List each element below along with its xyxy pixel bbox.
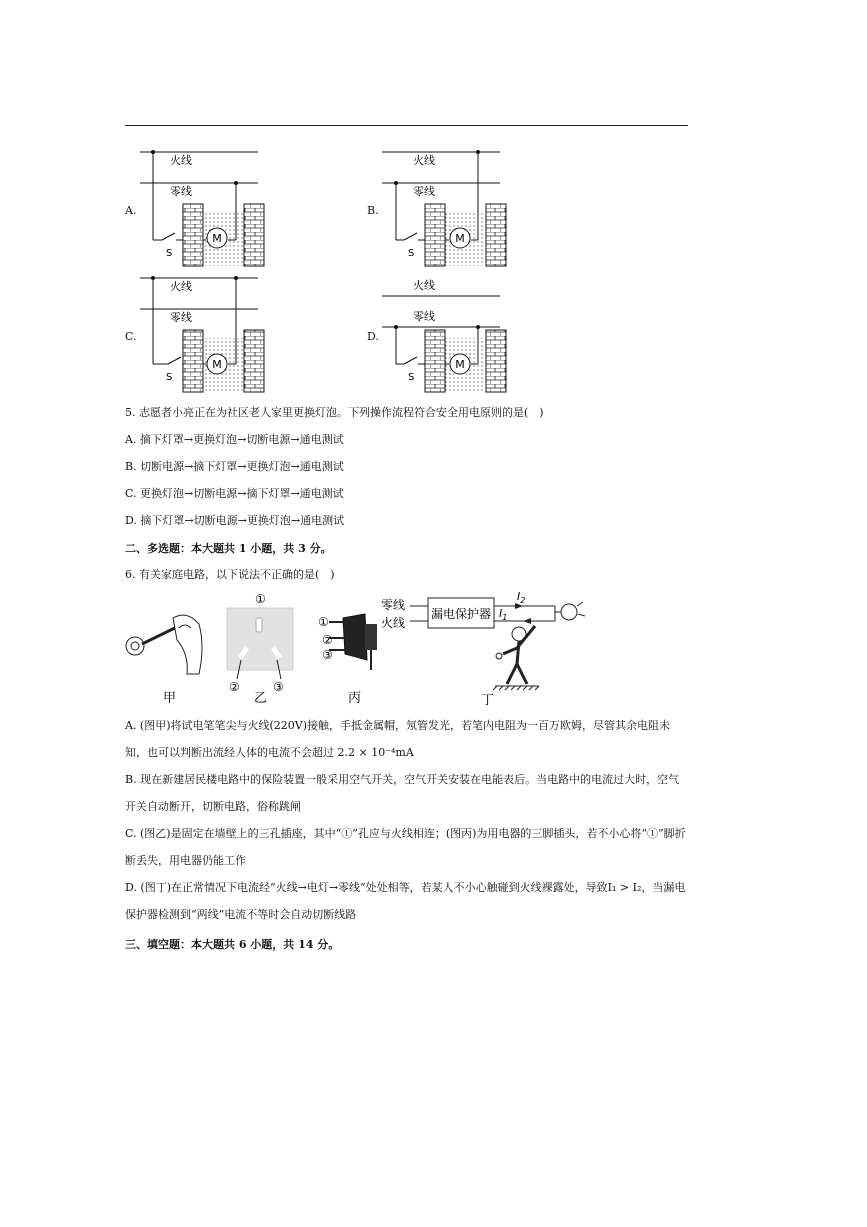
plug-mark-1: ① (318, 615, 329, 629)
switch-d-label: S (408, 372, 415, 383)
figure-yi-label: 乙 (254, 691, 268, 706)
ding-i1-sub: 1 (502, 613, 508, 622)
ding-i1-label: I (499, 607, 503, 620)
hot-wire-c-label: 火线 (170, 280, 192, 293)
q6-stem: 6. 有关家庭电路，以下说法不正确的是( ) (125, 568, 335, 581)
section-2-heading: 二、多选题：本大题共 1 小题，共 3 分。 (125, 542, 332, 555)
ding-i2-sub: 2 (520, 596, 526, 605)
socket-mark-3: ③ (273, 680, 284, 694)
option-c-label: C. (125, 330, 137, 343)
neutral-wire-d-label: 零线 (413, 310, 435, 323)
q5-option-d: D. 摘下灯罩→切断电源→更换灯泡→通电测试 (125, 514, 345, 527)
plug-mark-2: ② (322, 633, 333, 647)
option-b-label: B. (367, 204, 379, 217)
motor-a-label: M (212, 232, 222, 245)
lamp-icon (561, 604, 577, 620)
q6-option-a: A. (图甲)将试电笔笔尖与火线(220V)接触，手抵金属帽，氖管发光，若笔内电阻为一百万欧姆，尽管其余电阻未知，也可以判断出流经人体的电流不会超过 2.2 × 10⁻⁴mA (125, 719, 671, 759)
ding-neutral-label: 零线 (381, 598, 406, 612)
motor-d-label: M (455, 358, 465, 371)
q6-option-d: D. (图丁)在正常情况下电流经“火线→电灯→零线”处处相等，若某人不小心触碰到火线裸露处，导致I₁ > I₂，当漏电保护器检测到“两线”电流不等时会自动切断线路 (125, 881, 686, 921)
q6-figures (115, 588, 595, 708)
q5-option-c: C. 更换灯泡→切断电源→摘下灯罩→通电测试 (125, 487, 344, 500)
figure-jia-label: 甲 (163, 691, 177, 706)
figure-yi (227, 592, 293, 706)
option-d-label: D. (367, 330, 379, 343)
circuit-b (382, 150, 506, 266)
neutral-wire-a-label: 零线 (170, 185, 192, 198)
q6-option-c: C. (图乙)是固定在墙壁上的三孔插座，其中“①”孔应与火线相连；(图丙)为用电器的三脚插头，若不小心将“①”脚折断丢失，用电器仍能工作 (125, 827, 686, 867)
plug-mark-3: ③ (322, 648, 333, 662)
figure-jia (126, 615, 202, 706)
motor-c-label: M (212, 358, 222, 371)
switch-c-label: S (166, 372, 173, 383)
q5-stem: 5. 志愿者小亮正在为社区老人家里更换灯泡。下列操作流程符合安全用电原则的是( ) (125, 406, 544, 419)
ding-hot-label: 火线 (381, 616, 406, 630)
ding-protector-label: 漏电保护器 (430, 607, 492, 621)
option-a-label: A. (125, 204, 137, 217)
socket-mark-2: ② (229, 680, 240, 694)
circuit-diagrams (0, 0, 867, 400)
neutral-wire-b-label: 零线 (413, 185, 435, 198)
switch-b-label: S (408, 248, 415, 259)
circuit-c (140, 276, 264, 392)
figure-bing (318, 614, 377, 706)
q5-option-b: B. 切断电源→摘下灯罩→更换灯泡→通电测试 (125, 460, 344, 473)
svg-text:I2 (517, 590, 525, 605)
q6-option-b: B. 现在新建居民楼电路中的保险装置一般采用空气开关，空气开关安装在电能表后。当电路中的电流过大时，空气开关自动断开，切断电路，俗称跳闸 (125, 773, 680, 813)
socket-mark-1: ① (255, 592, 266, 606)
figure-ding (381, 590, 585, 708)
hot-wire-b-label: 火线 (413, 154, 435, 167)
q5-option-a: A. 摘下灯罩→更换灯泡→切断电源→通电测试 (125, 433, 344, 446)
section-3-heading: 三、填空题：本大题共 6 小题，共 14 分。 (125, 938, 340, 951)
circuit-d (382, 278, 506, 392)
ding-i2-label: I (517, 590, 521, 603)
figure-bing-label: 丙 (348, 691, 362, 706)
circuit-a (140, 150, 264, 266)
switch-a-label: S (166, 248, 173, 259)
svg-text:I1 (499, 607, 507, 622)
hot-wire-d-label: 火线 (413, 279, 435, 292)
figure-ding-label: 丁 (481, 693, 495, 708)
hot-wire-a-label: 火线 (170, 154, 192, 167)
motor-b-label: M (455, 232, 465, 245)
neutral-wire-c-label: 零线 (170, 311, 192, 324)
